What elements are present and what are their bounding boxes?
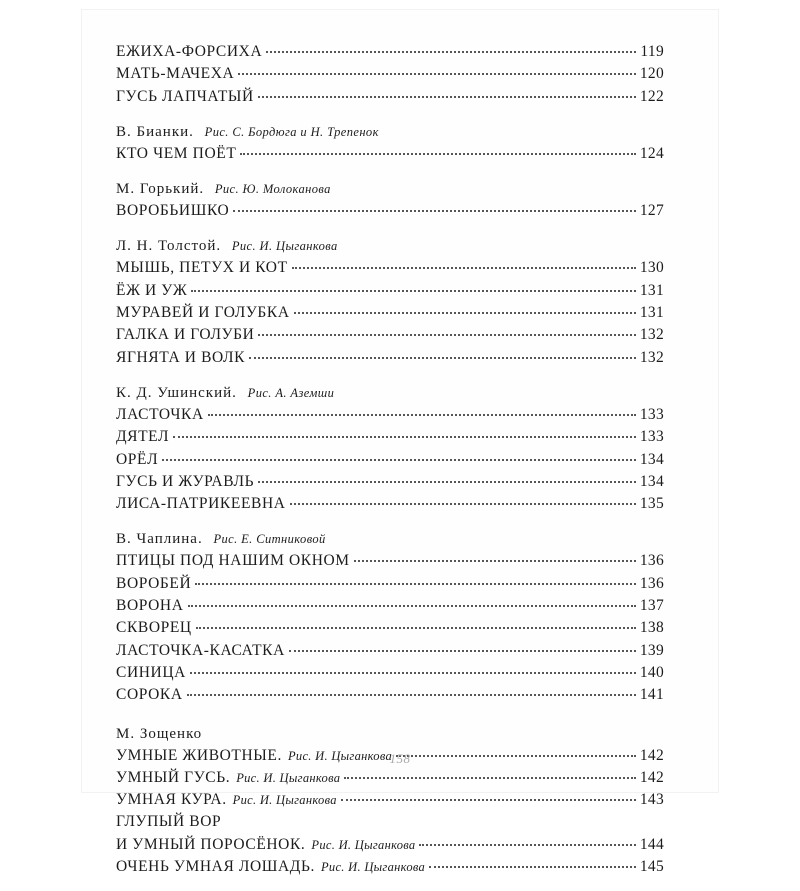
dot-leader bbox=[341, 799, 636, 801]
entry-title bbox=[116, 856, 425, 878]
entry-page: 122 bbox=[639, 87, 664, 105]
author-line bbox=[116, 178, 664, 200]
page-number: 158 bbox=[389, 751, 411, 766]
entry-page: 131 bbox=[639, 281, 664, 299]
dot-leader bbox=[289, 650, 636, 652]
entry-title bbox=[116, 767, 340, 789]
dot-leader bbox=[233, 210, 636, 212]
illustrator-credit: Рис. И. Цыганкова bbox=[231, 239, 338, 254]
illustrator-credit: Рис. И. Цыганкова bbox=[311, 837, 416, 852]
entry-title-text: И УМНЫЙ ПОРОСЁНОК. bbox=[116, 835, 306, 853]
illustrator-credit: Рис. И. Цыганкова bbox=[287, 748, 393, 763]
toc-entry bbox=[116, 426, 664, 448]
author-line bbox=[116, 235, 664, 257]
author-name: М. Горький. bbox=[116, 181, 205, 198]
author-line bbox=[116, 723, 664, 745]
toc-entry bbox=[116, 143, 664, 165]
entry-page: 142 bbox=[639, 746, 664, 764]
author-name: К. Д. Ушинский. bbox=[116, 384, 237, 401]
dot-leader bbox=[258, 96, 636, 98]
entry-title: ОРЁЛ bbox=[116, 450, 159, 468]
toc-entry bbox=[116, 302, 664, 324]
entry-page: 134 bbox=[639, 450, 664, 468]
author-line bbox=[116, 528, 664, 550]
entry-title: ГУСЬ И ЖУРАВЛЬ bbox=[116, 472, 255, 490]
toc-entry bbox=[116, 767, 664, 789]
toc-entry bbox=[116, 86, 664, 108]
dot-leader bbox=[190, 672, 636, 674]
entry-page: 120 bbox=[639, 65, 664, 83]
dot-leader bbox=[191, 290, 635, 292]
entry-page: 124 bbox=[639, 144, 664, 162]
illustrator-credit: Рис. И. Цыганкова bbox=[236, 770, 341, 785]
toc-section bbox=[116, 382, 664, 515]
toc-entry bbox=[116, 449, 664, 471]
toc-section bbox=[116, 178, 664, 222]
dot-leader bbox=[354, 560, 636, 562]
entry-title: ЛИСА-ПАТРИКЕЕВНА bbox=[116, 495, 286, 513]
dot-leader bbox=[173, 436, 636, 438]
toc-section bbox=[116, 723, 664, 879]
dot-leader bbox=[419, 844, 635, 846]
entry-title: ЁЖ И УЖ bbox=[116, 281, 188, 299]
illustrator-credit: Рис. И. Цыганкова bbox=[320, 860, 426, 875]
author-name: В. Чаплина. bbox=[116, 531, 203, 548]
illustrator-credit: Рис. И. Цыганкова bbox=[232, 793, 337, 808]
toc-entry bbox=[116, 662, 664, 684]
dot-leader bbox=[292, 267, 636, 269]
entry-page: 127 bbox=[639, 202, 664, 220]
toc-entry bbox=[116, 617, 664, 639]
entry-title bbox=[116, 834, 415, 856]
entry-title: ГАЛКА И ГОЛУБИ bbox=[116, 326, 255, 344]
dot-leader bbox=[294, 312, 636, 314]
dot-leader bbox=[266, 51, 636, 53]
toc-entry bbox=[116, 347, 664, 369]
dot-leader bbox=[249, 357, 636, 359]
toc-entry bbox=[116, 640, 664, 662]
entry-page: 141 bbox=[639, 686, 664, 704]
author-name: Л. Н. Толстой. bbox=[116, 238, 222, 255]
dot-leader bbox=[429, 866, 636, 868]
entry-page: 142 bbox=[639, 768, 664, 786]
entry-page: 133 bbox=[639, 405, 664, 423]
dot-leader bbox=[344, 777, 636, 779]
toc-entry bbox=[116, 41, 664, 63]
entry-title: КТО ЧЕМ ПОЁТ bbox=[116, 144, 237, 162]
entry-page: 135 bbox=[639, 495, 664, 513]
toc-entry bbox=[116, 200, 664, 222]
entry-page: 145 bbox=[639, 858, 664, 876]
toc-entry bbox=[116, 856, 664, 878]
entry-page: 136 bbox=[639, 574, 664, 592]
dot-leader bbox=[258, 481, 636, 483]
toc-entry bbox=[116, 789, 664, 811]
entry-title: МЫШЬ, ПЕТУХ И КОТ bbox=[116, 259, 288, 277]
entry-page: 138 bbox=[639, 619, 664, 637]
entry-page: 139 bbox=[639, 641, 664, 659]
dot-leader bbox=[187, 694, 636, 696]
entry-title: ЛАСТОЧКА bbox=[116, 405, 204, 423]
dot-leader bbox=[240, 153, 635, 155]
toc-entry bbox=[116, 595, 664, 617]
entry-page: 144 bbox=[639, 835, 664, 853]
entry-page: 136 bbox=[639, 552, 664, 570]
dot-leader bbox=[208, 414, 636, 416]
entry-title: ЯГНЯТА И ВОЛК bbox=[116, 348, 246, 366]
dot-leader bbox=[196, 627, 636, 629]
toc-entry bbox=[116, 471, 664, 493]
illustrator-credit: Рис. С. Бордюга и Н. Трепенок bbox=[204, 124, 379, 139]
entry-title-text: УМНЫЕ ЖИВОТНЫЕ. bbox=[116, 746, 282, 764]
dot-leader bbox=[290, 503, 636, 505]
entry-page: 119 bbox=[640, 43, 664, 60]
entry-page: 137 bbox=[639, 597, 664, 615]
dot-leader bbox=[188, 605, 636, 607]
entry-page: 132 bbox=[639, 348, 664, 366]
dot-leader bbox=[195, 583, 636, 585]
dot-leader bbox=[162, 459, 636, 461]
entry-page: 131 bbox=[639, 304, 664, 322]
toc-entry bbox=[116, 63, 664, 85]
entry-title bbox=[116, 789, 337, 811]
illustrator-credit: Рис. А. Аземши bbox=[247, 385, 335, 400]
entry-title: ВОРОБЬИШКО bbox=[116, 202, 230, 220]
illustrator-credit: Рис. Е. Ситниковой bbox=[213, 532, 326, 547]
entry-title: МАТЬ-МАЧЕХА bbox=[116, 65, 235, 83]
entry-title: СОРОКА bbox=[116, 686, 183, 704]
entry-title: ВОРОНА bbox=[116, 597, 184, 615]
author-name: М. Зощенко bbox=[116, 725, 203, 742]
entry-page: 130 bbox=[639, 259, 664, 277]
author-name: В. Бианки. bbox=[116, 123, 194, 140]
toc-entry bbox=[116, 573, 664, 595]
toc-section bbox=[116, 41, 664, 108]
entry-page: 140 bbox=[639, 663, 664, 681]
entry-page: 143 bbox=[639, 791, 664, 809]
entry-title: ДЯТЕЛ bbox=[116, 428, 170, 446]
dot-leader bbox=[238, 73, 636, 75]
entry-title-text: ОЧЕНЬ УМНАЯ ЛОШАДЬ. bbox=[116, 858, 315, 876]
toc-entry bbox=[116, 834, 664, 856]
toc-entry bbox=[116, 684, 664, 706]
toc-entry bbox=[116, 257, 664, 279]
entry-title: МУРАВЕЙ И ГОЛУБКА bbox=[116, 304, 290, 322]
toc-section bbox=[116, 121, 664, 165]
entry-page: 133 bbox=[639, 428, 664, 446]
toc-entry bbox=[116, 811, 664, 833]
toc-entry bbox=[116, 404, 664, 426]
author-line bbox=[116, 121, 664, 143]
entry-title-text: УМНЫЙ ГУСЬ. bbox=[116, 768, 231, 786]
entry-page: 134 bbox=[639, 472, 664, 490]
entry-title: ПТИЦЫ ПОД НАШИМ ОКНОМ bbox=[116, 552, 350, 570]
entry-title: ЛАСТОЧКА-КАСАТКА bbox=[116, 641, 285, 659]
toc-entry bbox=[116, 280, 664, 302]
entry-title: СКВОРЕЦ bbox=[116, 619, 192, 637]
entry-title: ГУСЬ ЛАПЧАТЫЙ bbox=[116, 87, 254, 105]
dot-leader bbox=[258, 334, 635, 336]
entry-title: ВОРОБЕЙ bbox=[116, 574, 192, 592]
illustrator-credit: Рис. Ю. Молоканова bbox=[214, 182, 331, 197]
entry-title: ГЛУПЫЙ ВОР bbox=[116, 813, 222, 831]
entry-page: 132 bbox=[639, 326, 664, 344]
toc-section bbox=[116, 235, 664, 368]
entry-title: ЕЖИХА-ФОРСИХА bbox=[116, 43, 263, 60]
entry-title-text: УМНАЯ КУРА. bbox=[116, 791, 227, 809]
toc-entry bbox=[116, 550, 664, 572]
toc-entry bbox=[116, 493, 664, 515]
author-line bbox=[116, 382, 664, 404]
toc-section bbox=[116, 528, 664, 706]
entry-title: СИНИЦА bbox=[116, 663, 186, 681]
toc-entry bbox=[116, 324, 664, 346]
